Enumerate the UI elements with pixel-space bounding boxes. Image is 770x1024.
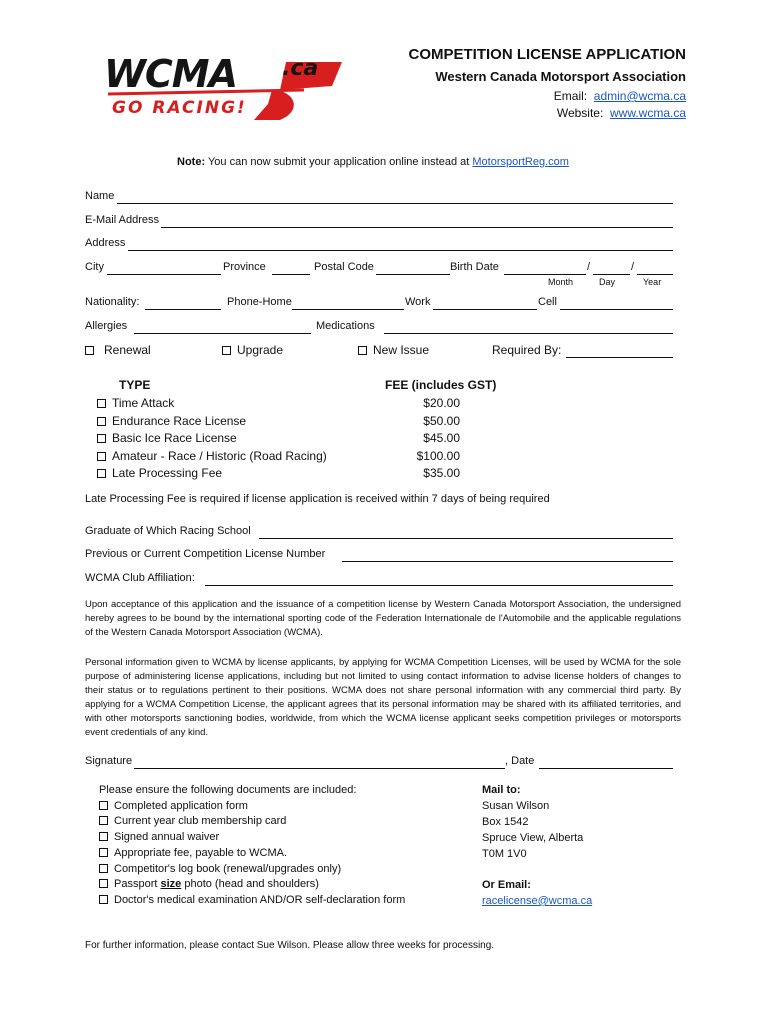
city-label: City [85,261,104,273]
late-fee-checkbox[interactable] [97,469,106,478]
fee-header: FEE (includes GST) [385,378,497,392]
birth-day-field[interactable] [593,274,630,275]
required-by-label: Required By: [492,343,562,357]
logo-tagline: GO RACING! [112,98,247,118]
fee-amateur: $100.00 [416,449,460,463]
logo-wordmark: WCMA [104,52,238,96]
email-label: E-Mail Address [85,214,159,226]
documents-heading: Please ensure the following documents are included: [99,784,357,796]
admin-email-link[interactable]: admin@wcma.ca [593,89,686,103]
logo-domain: .ca [282,56,319,81]
header-website: Website: www.wcma.ca [556,106,686,120]
online-note: Note: You can now submit your application online instead at MotorsportReg.com [177,156,569,168]
doc-item-medical[interactable]: Doctor's medical examination AND/OR self-declaration form [99,894,405,906]
club-affiliation-field[interactable] [205,585,673,586]
license-type-basic-ice[interactable]: Basic Ice Race License [97,431,237,445]
license-type-amateur[interactable]: Amateur - Race / Historic (Road Racing) [97,449,327,463]
address-field[interactable] [128,250,673,251]
phone-home-field[interactable] [292,309,404,310]
new-issue-option[interactable]: New Issue [358,343,429,357]
date-label: , Date [505,755,535,767]
endurance-checkbox[interactable] [97,417,106,426]
privacy-paragraph: Personal information given to WCMA by license applicants, by applying for WCMA Competition Licenses, will be used by WCMA for the sole purpose of administering license applications, including but not limited to using contact information to advise license holders of changes to their status or to regulations pertinent to their positions. WCMA does not share personal information with any commercial third party. By applying for a WCMA Competition License, the applicant agrees that its personal information may be shared with its affiliated territories, and with other motorsports sanctioning bodies, worldwide, from which the WCMA license applicant seeks competition privileges or motorsports event credentials of any kind. [85,657,681,738]
doc-item-membership[interactable]: Current year club membership card [99,815,286,827]
nationality-field[interactable] [145,309,221,310]
previous-license-label: Previous or Current Competition License Number [85,548,326,560]
cell-phone-label: Cell [538,296,557,308]
mail-line-postal: T0M 1V0 [482,848,527,860]
wcma-logo [104,50,348,126]
mail-line-name: Susan Wilson [482,800,550,812]
doc-item-passport-photo[interactable]: Passport size photo (head and shoulders) [99,878,319,890]
organization-name: Western Canada Motorsport Association [435,69,686,84]
license-type-time-attack[interactable]: Time Attack [97,396,174,410]
doc-membership-checkbox[interactable] [99,816,108,825]
type-header: TYPE [119,378,151,392]
month-hint: Month [548,277,574,287]
club-affiliation-label: WCMA Club Affiliation: [85,572,195,584]
date-field[interactable] [539,768,673,769]
phone-home-label: Phone-Home [227,296,292,308]
doc-fee-checkbox[interactable] [99,848,108,857]
new-issue-checkbox[interactable] [358,346,367,355]
email-field[interactable] [161,227,673,228]
doc-passport-checkbox[interactable] [99,879,108,888]
upgrade-option[interactable]: Upgrade [222,343,283,357]
late-fee-note: Late Processing Fee is required if license application is received within 7 days of being required [85,493,550,505]
work-phone-label: Work [405,296,431,308]
province-field[interactable] [272,274,310,275]
upgrade-checkbox[interactable] [222,346,231,355]
basic-ice-checkbox[interactable] [97,434,106,443]
allergies-field[interactable] [134,333,311,334]
amateur-checkbox[interactable] [97,452,106,461]
address-label: Address [85,237,126,249]
postal-code-label: Postal Code [314,261,374,273]
day-hint: Day [599,277,616,287]
email-heading: Or Email: [482,879,531,891]
allergies-label: Allergies [85,320,128,332]
cell-phone-field[interactable] [560,309,673,310]
doc-waiver-checkbox[interactable] [99,832,108,841]
motorsportreg-link[interactable]: MotorsportReg.com [472,156,569,168]
required-by-field[interactable] [566,357,673,358]
doc-medical-checkbox[interactable] [99,895,108,904]
doc-item-waiver[interactable]: Signed annual waiver [99,831,219,843]
year-hint: Year [643,277,662,287]
mail-to-heading: Mail to: [482,784,521,796]
doc-item-logbook[interactable]: Competitor's log book (renewal/upgrades only) [99,863,341,875]
medications-label: Medications [316,320,375,332]
name-label: Name [85,190,115,202]
birth-month-field[interactable] [504,274,586,275]
province-label: Province [223,261,266,273]
header-email: Email: admin@wcma.ca [553,89,686,103]
nationality-label: Nationality: [85,296,140,308]
doc-item-application[interactable]: Completed application form [99,800,248,812]
postal-code-field[interactable] [376,274,450,275]
renewal-checkbox[interactable] [85,346,94,355]
fee-late-processing: $35.00 [423,466,460,480]
website-link[interactable]: www.wcma.ca [609,106,686,120]
fee-endurance: $50.00 [423,414,460,428]
date-slash-1: / [587,261,591,273]
agreement-paragraph: Upon acceptance of this application and the issuance of a competition license by Western Canada Motorsport Association, the undersigned hereby agrees to be bound by the international sporting code of the Federation Internationale de l'Automobile and the applicable regulations of the Western Canada Motorsport Association (WCMA). [85,599,681,638]
previous-license-field[interactable] [342,561,673,562]
license-type-late-fee[interactable]: Late Processing Fee [97,466,222,480]
doc-item-fee[interactable]: Appropriate fee, payable to WCMA. [99,847,287,859]
birth-date-label: Birth Date [450,261,499,273]
name-field[interactable] [117,203,673,204]
birth-year-field[interactable] [637,274,673,275]
racing-school-field[interactable] [259,538,673,539]
renewal-option[interactable]: Renewal [85,343,151,357]
mail-line-city: Spruce View, Alberta [482,832,584,844]
racing-school-label: Graduate of Which Racing School [85,525,251,537]
doc-application-checkbox[interactable] [99,801,108,810]
signature-label: Signature [85,755,133,767]
footer-note: For further information, please contact Sue Wilson. Please allow three weeks for processing. [85,940,495,951]
form-title: COMPETITION LICENSE APPLICATION [408,46,686,63]
license-type-endurance[interactable]: Endurance Race License [97,414,246,428]
fee-time-attack: $20.00 [423,396,460,410]
doc-logbook-checkbox[interactable] [99,864,108,873]
date-slash-2: / [631,261,635,273]
race-license-email-link[interactable]: racelicense@wcma.ca [482,895,593,907]
fee-basic-ice: $45.00 [423,431,460,445]
mail-line-box: Box 1542 [482,816,529,828]
signature-field[interactable] [134,768,505,769]
city-field[interactable] [107,274,221,275]
work-phone-field[interactable] [433,309,537,310]
medications-field[interactable] [384,333,673,334]
time-attack-checkbox[interactable] [97,399,106,408]
